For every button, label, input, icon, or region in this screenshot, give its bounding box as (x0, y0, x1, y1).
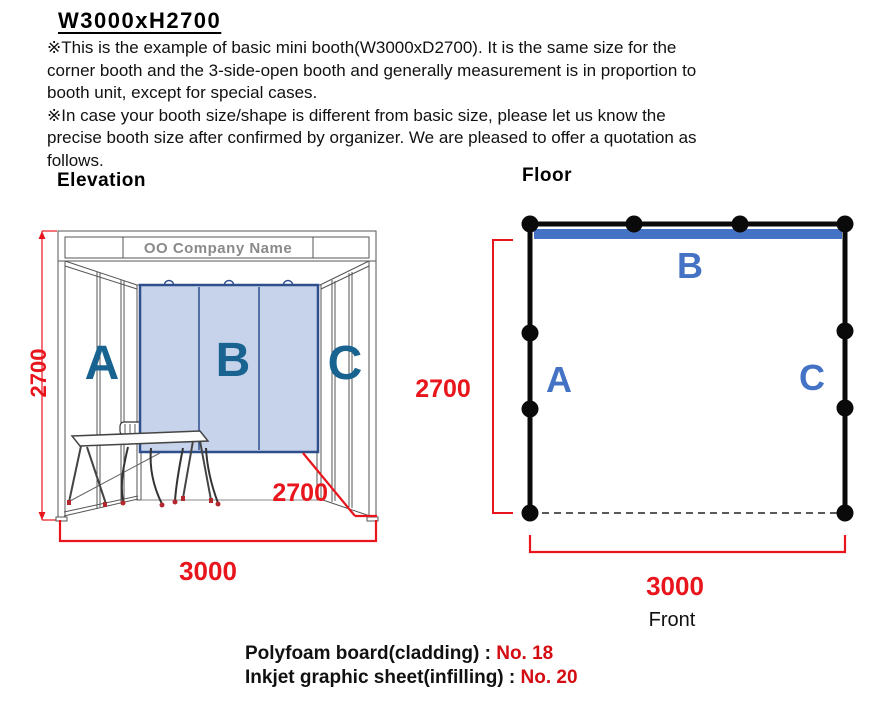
chair-legs (121, 447, 221, 508)
elevation-label-a: A (84, 337, 120, 390)
note1-line3: booth unit, except for special cases. (47, 83, 318, 102)
floor-heading: Floor (522, 165, 572, 186)
materials-line-2-value: No. 20 (520, 667, 578, 688)
floor-label-c: C (799, 357, 825, 398)
elevation-depth-dim-label: 2700 (272, 479, 328, 507)
floor-width-dim-label: 3000 (646, 571, 704, 601)
floor-depth-dim-label: 2700 (415, 375, 471, 403)
materials-note (245, 642, 578, 690)
materials-line-1-label: Polyfoam board(cladding) : (245, 643, 497, 664)
sign-text: OO Company Name (143, 240, 293, 257)
materials-line-2 (245, 666, 578, 690)
elevation-label-c: C (327, 337, 363, 390)
page-title: W3000xH2700 (58, 8, 222, 33)
floor-plan-drawing (400, 200, 860, 640)
floor-width-bracket (530, 535, 845, 552)
materials-line-1-value: No. 18 (496, 643, 554, 664)
note1-line2: corner booth and the 3-side-open booth and generally measurement is in proportion to (47, 60, 697, 80)
elevation-width-bracket (60, 520, 376, 541)
floor-label-a: A (546, 359, 572, 400)
elevation-height-dim-label: 2700 (26, 348, 51, 398)
materials-line-1 (245, 642, 578, 666)
materials-line-2-label: Inkjet graphic sheet(infilling) : (245, 667, 521, 688)
floor-label-b: B (677, 245, 703, 286)
elevation-drawing (10, 200, 410, 605)
note1-line1: ※This is the example of basic mini booth(W3000xD2700). It is the same size for the (47, 38, 677, 57)
elevation-width-dim-label: 3000 (179, 556, 237, 586)
floor-fascia-bar (534, 229, 842, 239)
note2-line2: precise booth size after confirmed by organizer. We are pleased to offer a quotation as (47, 128, 697, 147)
elevation-heading: Elevation (57, 170, 146, 191)
floor-front-label: Front (648, 609, 696, 631)
notes-block (47, 37, 697, 172)
note2-line3: follows. (47, 150, 104, 170)
elevation-label-b: B (215, 334, 251, 387)
floor-wall-letters (546, 245, 825, 400)
floor-depth-bracket (493, 240, 513, 513)
note2-line1: ※In case your booth size/shape is different from basic size, please let us know the (47, 105, 666, 125)
